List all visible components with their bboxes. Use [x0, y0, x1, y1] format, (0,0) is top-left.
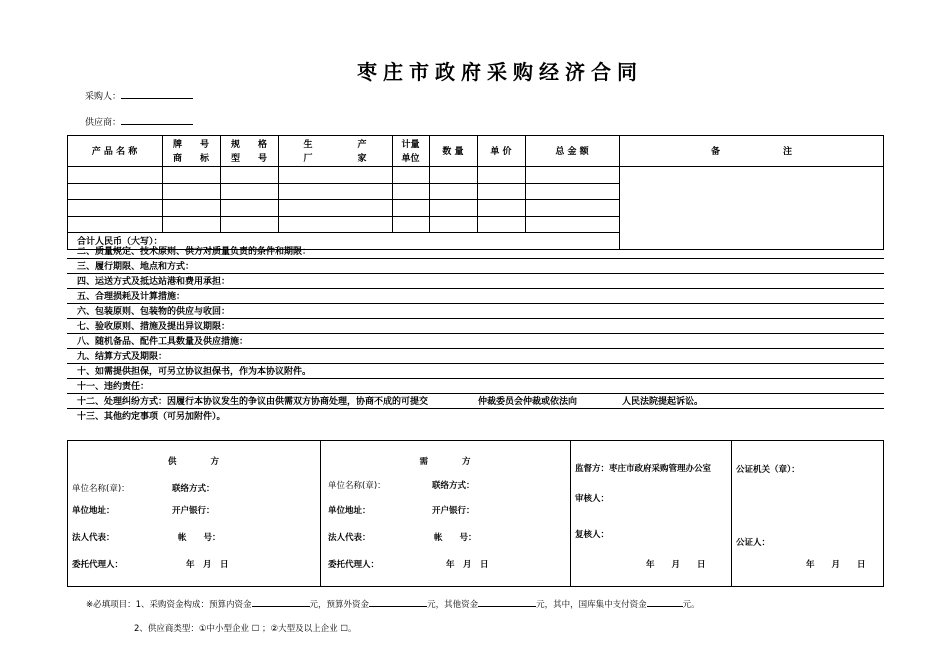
supply-date: 年 月 日 [186, 560, 229, 570]
header-remark: 备 注 [710, 147, 792, 157]
note-other-label: 元，其他资金 [427, 600, 479, 610]
supplier-blank[interactable] [121, 114, 193, 125]
clause-11: 十一、违约责任： [77, 382, 150, 392]
header-spec-2: 型 号 [230, 154, 267, 164]
notes-line-2: 2、供应商类型：①中小型企业 ☐ ；②大型及以上企业 ☐。 [134, 624, 357, 634]
clause-line [67, 393, 884, 394]
header-brand-1: 牌 号 [172, 140, 209, 150]
supplier-line [85, 114, 193, 128]
clause-12: 十二、处理纠纷方式：因履行本协议发生的争议由供需双方协商处理，协商不成的可提交 [77, 397, 429, 407]
buyer-blank[interactable] [121, 88, 193, 99]
page-title: 枣庄市政府采购经济合同 [357, 60, 643, 84]
supply-heading: 供 方 [167, 457, 219, 467]
treasury-blank[interactable] [647, 596, 683, 607]
buyer-label: 采购人： [85, 92, 122, 102]
sig-divider [570, 440, 571, 587]
clause-5: 五、合理损耗及计算措施： [77, 292, 186, 302]
header-unit-1: 计量 [401, 140, 420, 150]
supply-address: 单位地址： [72, 506, 115, 516]
demand-legal-rep: 法人代表： [328, 533, 371, 543]
header-spec-1: 规 格 [230, 140, 267, 150]
clause-line [67, 318, 884, 319]
clause-4: 四、运送方式及抵达站港和费用承担： [77, 277, 231, 287]
clause-2: 二、质量规定、技术原则、供方对质量负责的条件和期限： [77, 247, 312, 257]
supply-contact: 联络方式： [172, 484, 215, 494]
demand-account: 帐 号： [434, 533, 477, 543]
demand-date: 年 月 日 [446, 560, 489, 570]
demand-address: 单位地址： [328, 506, 371, 516]
header-divider [67, 166, 884, 167]
clause-line [67, 363, 884, 364]
other-fund-blank[interactable] [478, 596, 536, 607]
row-line [67, 183, 619, 184]
supplier-label: 供应商： [85, 118, 122, 128]
note-yuan-end: 元。 [682, 600, 700, 610]
clause-6: 六、包装原则、包装物的供应与收回： [77, 307, 231, 317]
budget-in-blank[interactable] [252, 596, 310, 607]
total-in-words-label: 合计人民币（大写）： [77, 237, 163, 247]
clause-line [67, 288, 884, 289]
demand-heading: 需 方 [419, 457, 471, 467]
header-qty: 数 量 [442, 147, 464, 157]
notes-line-1 [86, 596, 700, 610]
sig-divider [731, 440, 732, 587]
demand-unit-name: 单位名称(章)： [328, 481, 386, 491]
clause-line [67, 333, 884, 334]
note-extra-budget-label: 元，预算外资金 [309, 600, 370, 610]
row-line [67, 199, 619, 200]
supply-unit-name: 单位名称(章)： [72, 484, 130, 494]
clause-line [67, 273, 884, 274]
clause-12-arbitration: 仲裁委员会仲裁或依法向 [478, 397, 578, 407]
clause-12-court: 人民法院提起诉讼。 [622, 397, 704, 407]
supply-agent: 委托代理人： [72, 560, 124, 570]
budget-out-blank[interactable] [369, 596, 427, 607]
header-product: 产 品 名 称 [91, 147, 138, 157]
clause-3: 三、履行期限、地点和方式： [77, 262, 195, 272]
supervisor-reviewer: 审核人： [575, 494, 610, 504]
demand-agent: 委托代理人： [328, 560, 380, 570]
header-maker-1: 生 产 [303, 140, 367, 150]
notary-date: 年 月 日 [806, 560, 866, 570]
clause-line [67, 258, 884, 259]
header-price: 单 价 [490, 147, 512, 157]
header-brand-2: 商 标 [172, 154, 209, 164]
clause-10: 十、如需提供担保，可另立协议担保书，作为本协议附件。 [77, 367, 312, 377]
supply-account: 帐 号： [178, 533, 221, 543]
buyer-line [85, 88, 193, 102]
note-treasury-label: 元，其中，国库集中支付资金 [536, 600, 647, 610]
row-line [67, 232, 619, 233]
supervisor-date: 年 月 日 [646, 560, 706, 570]
supply-bank: 开户银行： [172, 506, 215, 516]
clause-13: 十三、其他约定事项（可另加附件）。 [77, 412, 226, 422]
clause-8: 八、随机备品、配件工具数量及供应措施： [77, 337, 249, 347]
supply-legal-rep: 法人代表： [72, 533, 115, 543]
note-budget-label: ※必填项目：1、采购资金构成：预算内资金 [86, 600, 252, 610]
header-maker-2: 厂 家 [303, 154, 367, 164]
clause-line [67, 408, 884, 409]
header-unit-2: 单位 [401, 154, 420, 164]
header-total: 总 金 额 [555, 147, 589, 157]
notary-label: 公证机关（章）： [736, 465, 800, 475]
clause-7: 七、验收原则、措施及提出异议期限： [77, 322, 231, 332]
supervisor-rechecker: 复核人： [575, 530, 610, 540]
notary-person: 公证人： [736, 538, 771, 548]
demand-contact: 联络方式： [432, 481, 475, 491]
clause-line [67, 348, 884, 349]
clause-9: 九、结算方式及期限： [77, 352, 168, 362]
clause-line [67, 303, 884, 304]
clause-line [67, 378, 884, 379]
demand-bank: 开户银行： [432, 506, 475, 516]
supervisor-label: 监督方：枣庄市政府采购管理办公室 [575, 464, 712, 474]
row-line [67, 216, 619, 217]
